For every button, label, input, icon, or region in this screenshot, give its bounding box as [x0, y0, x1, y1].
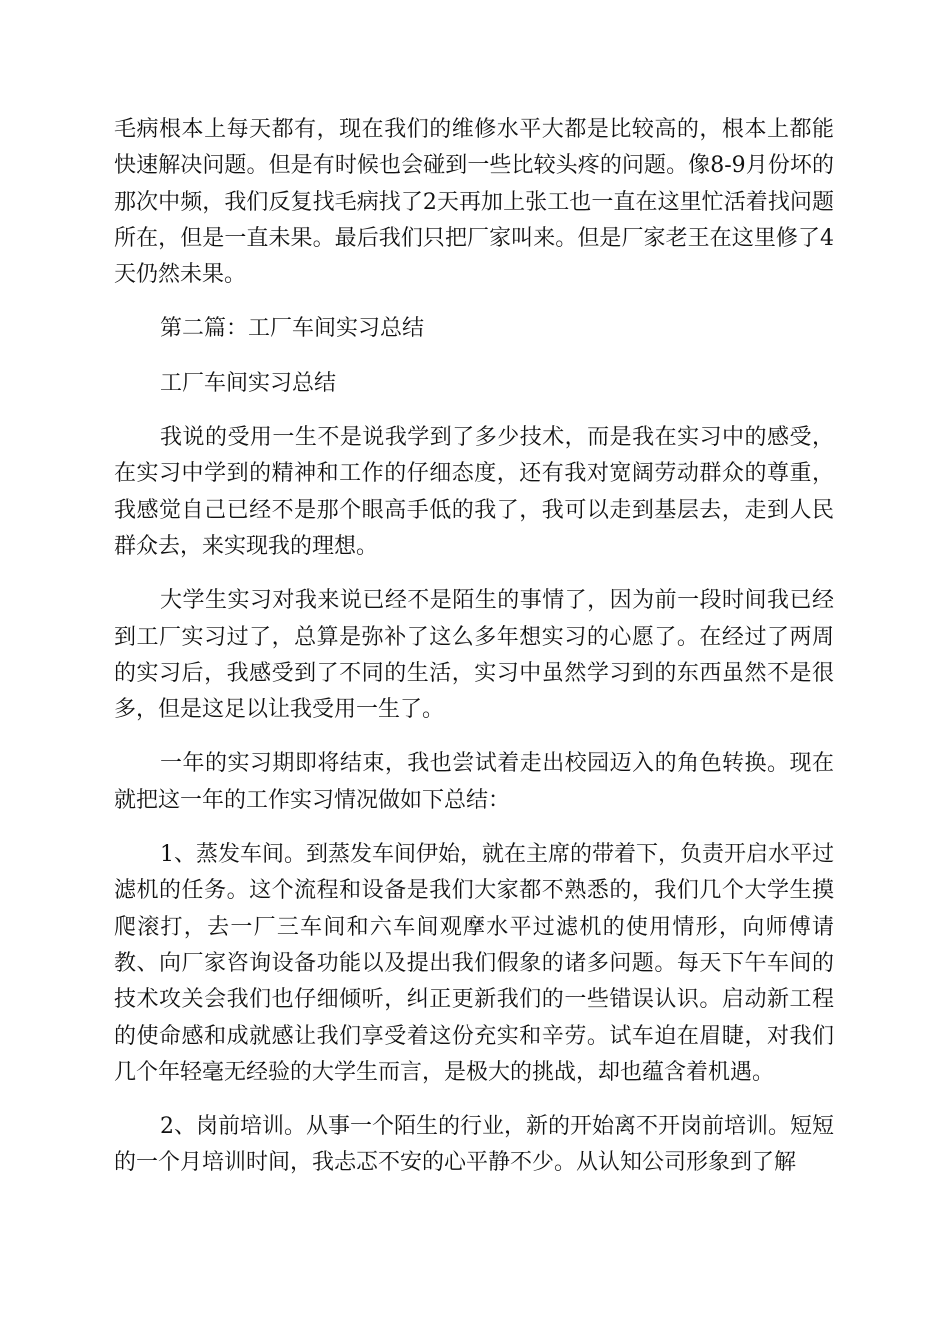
- paragraph-continued: 毛病根本上每天都有，现在我们的维修水平大都是比较高的，根本上都能快速解决问题。但是有时候也会碰到一些比较头疼的问题。像8-9月份坏的那次中频，我们反复找毛病找了2天再加上张工也一直在这里忙活着找问题所在，但是一直未果。最后我们只把厂家叫来。但是厂家老王在这里修了4天仍然未果。: [114, 117, 834, 288]
- numbered-paragraph: 1、蒸发车间。到蒸发车间伊始，就在主席的带着下，负责开启水平过滤机的任务。这个流程和设备是我们大家都不熟悉的，我们几个大学生摸爬滚打，去一厂三车间和六车间观摩水平过滤机的使用情形，向师傅请教、向厂家咨询设备功能以及提出我们假象的诸多问题。每天下午车间的技术攻关会我们也仔细倾听，纠正更新我们的一些错误认识。启动新工程的使命感和成就感让我们享受着这份充实和辛劳。试车迫在眉睫，对我们几个年轻毫无经验的大学生而言，是极大的挑战，却也蕴含着机遇。: [114, 842, 834, 1085]
- section-title: 工厂车间实习总结: [160, 370, 337, 396]
- numbered-paragraph: 2、岗前培训。从事一个陌生的行业，新的开始离不开岗前培训。短短的一个月培训时间，我忐忑不安的心平静不少。从认知公司形象到了解: [114, 1114, 834, 1176]
- paragraph: 一年的实习期即将结束，我也尝试着走出校园迈入的角色转换。现在就把这一年的工作实习情况做如下总结：: [114, 751, 834, 813]
- paragraph: 我说的受用一生不是说我学到了多少技术，而是我在实习中的感受，在实习中学到的精神和工作的仔细态度，还有我对宽阔劳动群众的尊重，我感觉自己已经不是那个眼高手低的我了，我可以走到基层去，走到人民群众去，来实现我的理想。: [114, 425, 834, 559]
- section-heading: 第二篇：工厂车间实习总结: [160, 316, 425, 342]
- paragraph: 大学生实习对我来说已经不是陌生的事情了，因为前一段时间我已经到工厂实习过了，总算是弥补了这么多年想实习的心愿了。在经过了两周的实习后，我感受到了不同的生活，实习中虽然学习到的东西虽然不是很多，但是这足以让我受用一生了。: [114, 588, 834, 723]
- document-page: [114, 112, 834, 1200]
